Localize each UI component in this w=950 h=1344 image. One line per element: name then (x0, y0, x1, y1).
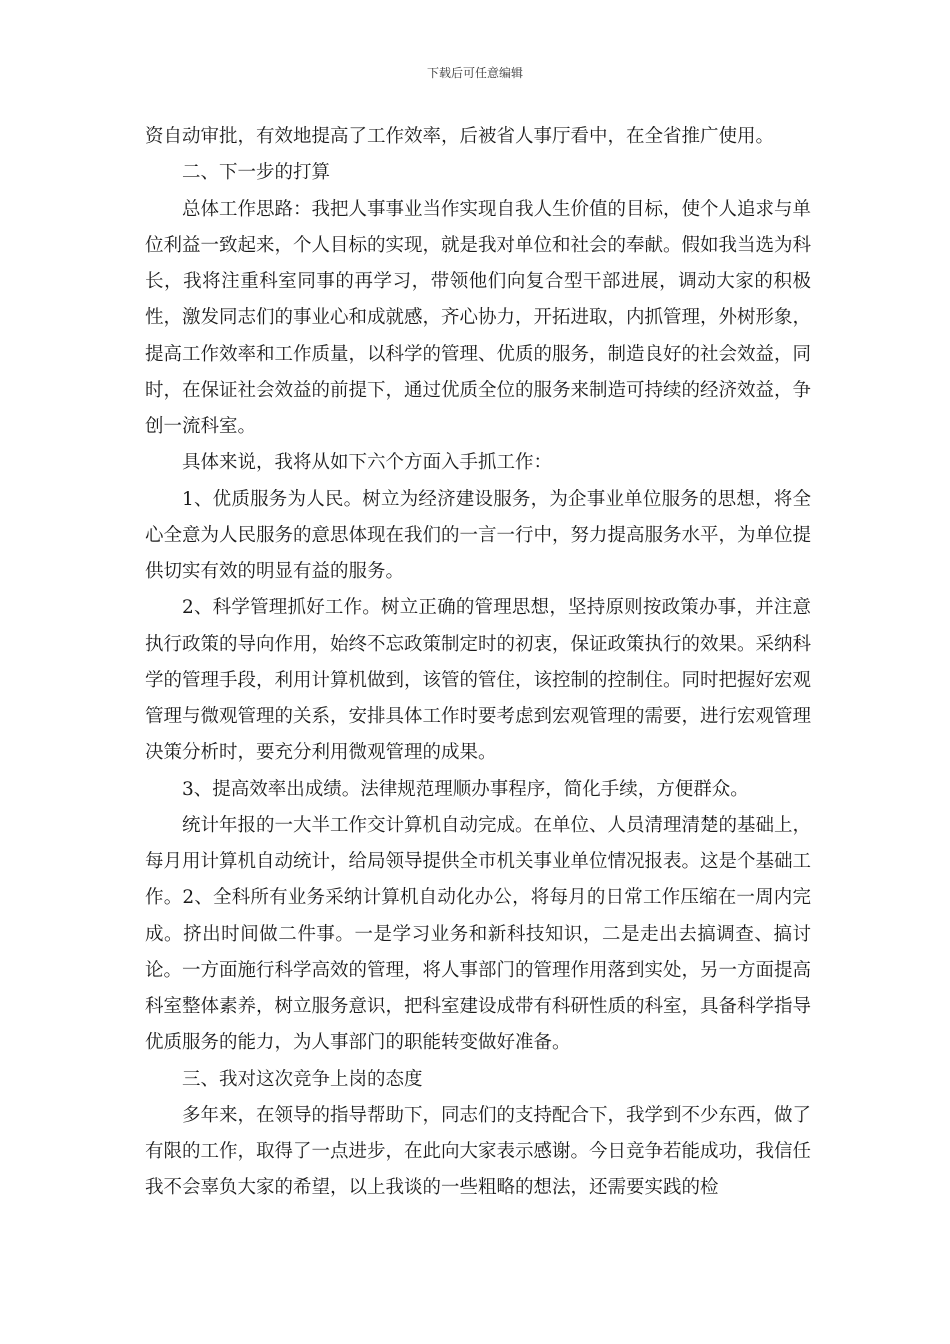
section-heading-attitude: 三、我对这次竞争上岗的态度 (182, 1068, 423, 1090)
paragraph-annual-report: 统计年报的一大半工作交计算机自动完成。在单位、人员清理清楚的基础上，每月用计算机自动统计，给局领导提供全市机关事业单位情况报表。这是个基础工作。2、全科所有业务采纳计算机自动化办公，将每月的日常工作压缩在一周内完成。挤出时间做二件事。一是学习业务和新科技知识，二是走出去搞调查、搞讨论。一方面施行科学高效的管理，将人事部门的管理作用落到实处，另一方面提高科室整体素养，树立服务意识，把科室建设成带有科研性质的科室，具备科学指导优质服务的能力，为人事部门的职能转变做好准备。 (145, 814, 812, 1054)
paragraph-continuation: 资自动审批，有效地提高了工作效率，后被省人事厅看中，在全省推广使用。 (145, 126, 775, 147)
paragraph-item-1: 1、优质服务为人民。树立为经济建设服务，为企事业单位服务的思想，将全心全意为人民服务的意思体现在我们的一言一行中，努力提高服务水平，为单位提供切实有效的明显有益的服务。 (145, 488, 812, 582)
paragraph-overall-approach: 总体工作思路：我把人事事业当作实现自我人生价值的目标，使个人追求与单位利益一致起来，个人目标的实现，就是我对单位和社会的奉献。假如我当选为科长，我将注重科室同事的再学习，带领他们向复合型干部进展，调动大家的积极性，激发同志们的事业心和成就感，齐心协力，开拓进取，内抓管理，外树形象，提高工作效率和工作质量，以科学的管理、优质的服务，制造良好的社会效益，同时，在保证社会效益的前提下，通过优质全位的服务来制造可持续的经济效益，争创一流科室。 (145, 198, 812, 437)
section-heading-next-plan: 二、下一步的打算 (182, 162, 331, 184)
page-header: 下载后可任意编辑 (426, 66, 523, 80)
paragraph-item-3: 3、提高效率出成绩。法律规范理顺办事程序，简化手续，方便群众。 (182, 778, 749, 800)
document-body (145, 119, 811, 1207)
paragraph-six-aspects-intro: 具体来说，我将从如下六个方面入手抓工作： (182, 452, 553, 474)
paragraph-item-2: 2、科学管理抓好工作。树立正确的管理思想，坚持原则按政策办事，并注意执行政策的导向作用，始终不忘政策制定时的初衷，保证政策执行的效果。采纳科学的管理手段，利用计算机做到，该管的管住，该控制的控制住。同时把握好宏观管理与微观管理的关系，安排具体工作时要考虑到宏观管理的需要，进行宏观管理决策分析时，要充分利用微观管理的成果。 (145, 597, 812, 764)
paragraph-gratitude: 多年来，在领导的指导帮助下，同志们的支持配合下，我学到不少东西，做了有限的工作，取得了一点进步，在此向大家表示感谢。今日竞争若能成功，我信任我不会辜负大家的希望，以上我谈的一些粗略的想法，还需要实践的检 (145, 1104, 812, 1199)
